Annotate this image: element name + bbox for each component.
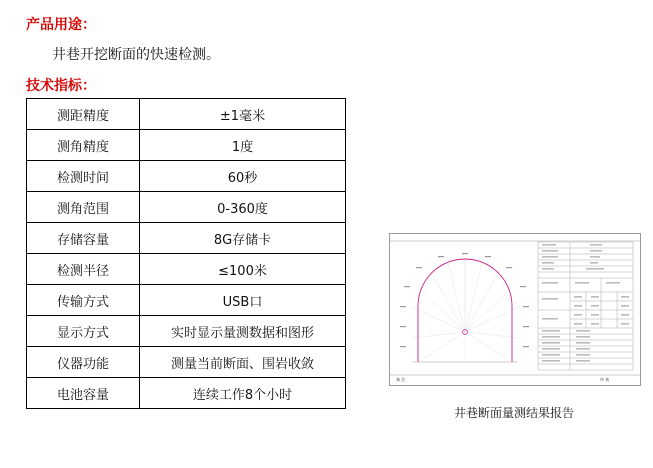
spec-key: 检测半径 bbox=[27, 254, 140, 285]
spec-value: 1度 bbox=[140, 130, 346, 161]
spec-row bbox=[27, 285, 346, 316]
spec-value: 连续工作8个小时 bbox=[140, 378, 346, 409]
spec-key: 测角精度 bbox=[27, 130, 140, 161]
spec-value: 60秒 bbox=[140, 161, 346, 192]
spec-value: ±1毫米 bbox=[140, 99, 346, 130]
spec-row bbox=[27, 378, 346, 409]
spec-value: 8G存储卡 bbox=[140, 223, 346, 254]
spec-key: 电池容量 bbox=[27, 378, 140, 409]
report-caption: 井巷断面量测结果报告 bbox=[453, 406, 574, 420]
spec-key: 检测时间 bbox=[27, 161, 140, 192]
spec-row bbox=[27, 223, 346, 254]
spec-key: 测距精度 bbox=[27, 99, 140, 130]
spec-value: 实时显示量测数据和图形 bbox=[140, 316, 346, 347]
report-footer-right: 审 核 bbox=[600, 377, 610, 382]
spec-value: 测量当前断面、围岩收敛 bbox=[140, 347, 346, 378]
spec-key: 仪器功能 bbox=[27, 347, 140, 378]
report-radial-lines bbox=[410, 260, 520, 362]
report-footer-left: 备 注 bbox=[396, 377, 406, 382]
report-data-table bbox=[538, 242, 633, 370]
usage-text: 井巷开挖断面的快速检测。 bbox=[52, 47, 220, 63]
spec-row bbox=[27, 99, 346, 130]
spec-row bbox=[27, 161, 346, 192]
spec-value: ≤100米 bbox=[140, 254, 346, 285]
spec-heading: 技术指标： bbox=[26, 78, 96, 94]
spec-value: USB口 bbox=[140, 285, 346, 316]
spec-key: 测角范围 bbox=[27, 192, 140, 223]
spec-row bbox=[27, 347, 346, 378]
report-text-marks bbox=[542, 244, 629, 362]
usage-heading: 产品用途： bbox=[26, 17, 96, 33]
spec-key: 传输方式 bbox=[27, 285, 140, 316]
angle-label-marks bbox=[400, 253, 529, 347]
spec-row bbox=[27, 254, 346, 285]
spec-key: 存储容量 bbox=[27, 223, 140, 254]
spec-row bbox=[27, 192, 346, 223]
report-thumbnail bbox=[389, 233, 641, 386]
spec-row bbox=[27, 130, 346, 161]
spec-row bbox=[27, 316, 346, 347]
report-drawing bbox=[390, 234, 640, 385]
spec-table bbox=[26, 98, 346, 409]
spec-key: 显示方式 bbox=[27, 316, 140, 347]
spec-value: 0-360度 bbox=[140, 192, 346, 223]
